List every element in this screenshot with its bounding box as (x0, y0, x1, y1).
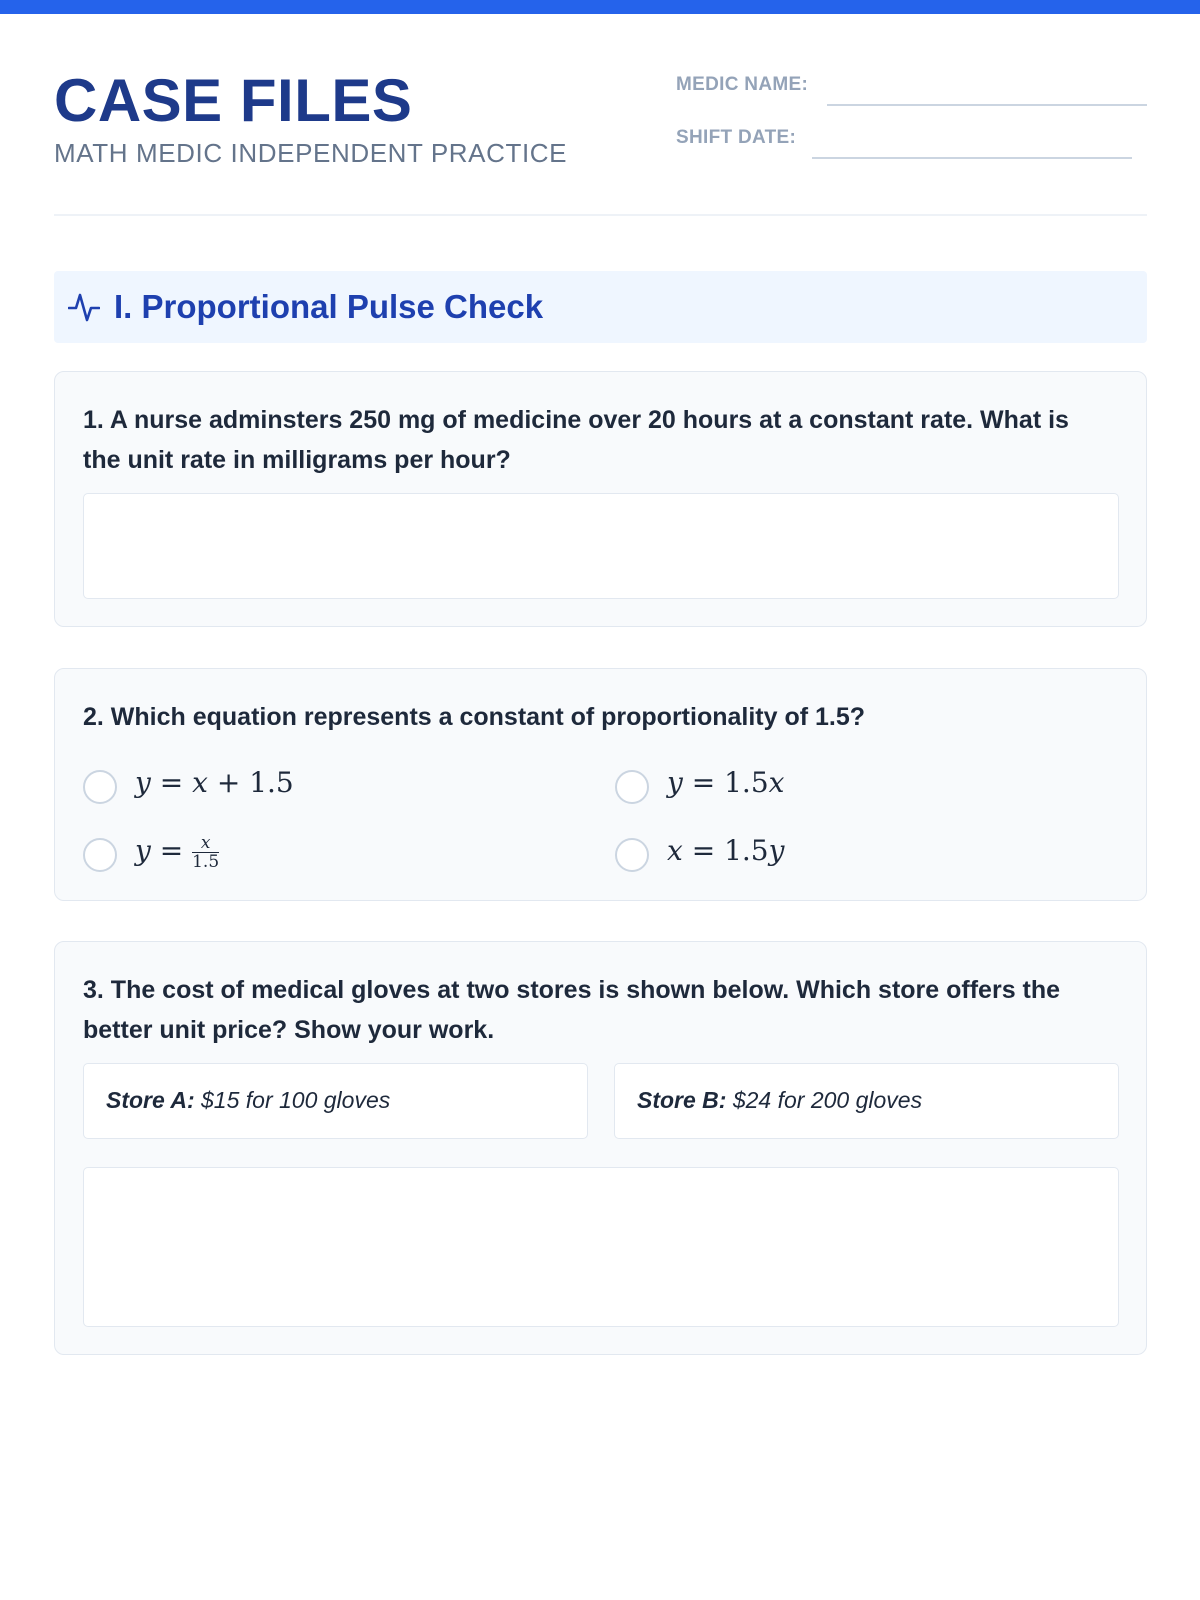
option-c-equation: y = $\frac{x}{1.5}$ (135, 833, 220, 872)
option-d-equation: x = 1.5y (667, 834, 785, 867)
option-d-radio[interactable] (615, 838, 649, 872)
section-title: I. Proportional Pulse Check (114, 288, 544, 325)
option-c-radio[interactable] (83, 838, 117, 872)
top-accent-bar (0, 0, 1200, 14)
question-1-text: 1. A nurse adminsters 250 mg of medicine over 20 hours at a constant rate. What is the unit rate in milligrams per hour? (83, 406, 1069, 474)
store-a-text: Store A: $15 for 100 gloves (106, 1087, 391, 1113)
question-3-answer-box[interactable] (83, 1167, 1119, 1327)
shift-date-label: SHIFT DATE: (676, 127, 797, 148)
question-2-text: 2. Which equation represents a constant of proportionality of 1.5? (83, 703, 866, 731)
header-divider (54, 214, 1147, 216)
medic-name-field[interactable] (827, 104, 1147, 106)
pulse-icon (68, 291, 100, 323)
medic-name-label: MEDIC NAME: (676, 74, 809, 95)
store-b-text: Store B: $24 for 200 gloves (637, 1087, 923, 1113)
option-b-radio[interactable] (615, 770, 649, 804)
page-subtitle: MATH MEDIC INDEPENDENT PRACTICE (54, 138, 568, 168)
shift-date-field[interactable] (812, 157, 1132, 159)
store-a-box (83, 1063, 588, 1139)
option-c-fraction: $\frac{x}{1.5}$ (192, 833, 220, 872)
question-3-card (54, 941, 1147, 1355)
option-d[interactable] (615, 835, 1095, 875)
header (54, 66, 1147, 216)
question-2-card (54, 668, 1147, 901)
option-a-radio[interactable] (83, 770, 117, 804)
question-1-answer-box[interactable] (83, 493, 1119, 599)
page-title: CASE FILES (54, 67, 413, 134)
option-a[interactable] (83, 767, 563, 807)
question-3-text: 3. The cost of medical gloves at two stores is shown below. Which store offers the better unit price? Show your work. (83, 976, 1061, 1044)
option-b[interactable] (615, 767, 1095, 807)
question-1-card (54, 371, 1147, 627)
section-header (54, 271, 1147, 343)
option-c[interactable] (83, 835, 563, 875)
option-b-equation: y = 1.5x (667, 766, 785, 799)
store-b-box (614, 1063, 1119, 1139)
option-a-equation: y = x + 1.5 (135, 766, 294, 799)
